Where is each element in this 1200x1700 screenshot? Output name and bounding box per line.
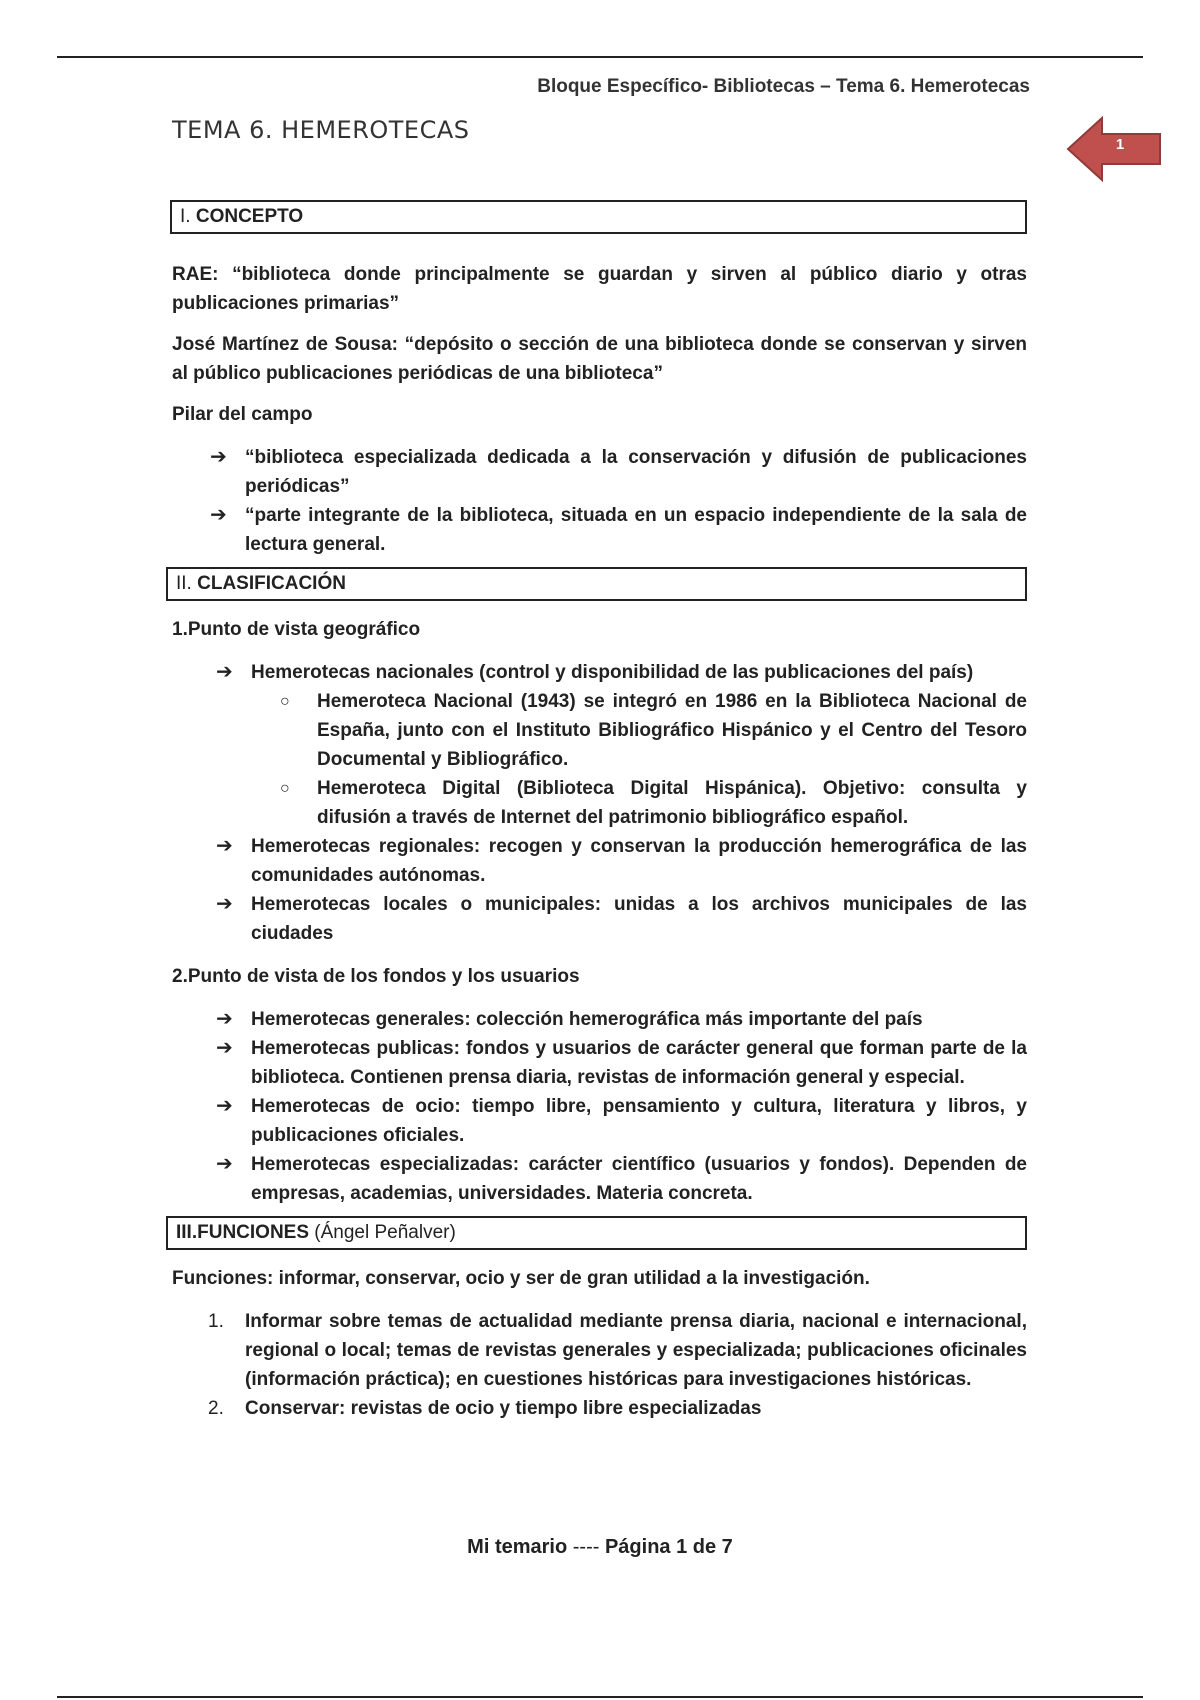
list-item: ➔ Hemerotecas regionales: recogen y conservan la producción hemerográfica de las comunidades autónomas. [172, 832, 1027, 890]
list-item: ➔ “biblioteca especializada dedicada a la conservación y difusión de publicaciones periódicas” [172, 443, 1027, 501]
nacionales-sublist [172, 687, 1027, 832]
document-body [172, 200, 1027, 1423]
pilar-list [172, 443, 1027, 559]
list-item: ➔ Hemerotecas generales: colección hemerográfica más importante del país [172, 1005, 1027, 1034]
section-heading-concepto: I. CONCEPTO [170, 200, 1027, 234]
circle-bullet-icon: ○ [280, 693, 290, 710]
arrow-right-icon: ➔ [216, 1153, 233, 1175]
running-header: Bloque Específico- Bibliotecas – Tema 6. Hemerotecas [537, 76, 1030, 97]
arrow-right-icon: ➔ [216, 1037, 233, 1059]
section-heading-clasificacion: II. CLASIFICACIÓN [166, 567, 1027, 601]
section-heading-funciones: III.FUNCIONES (Ángel Peñalver) [166, 1216, 1027, 1250]
funciones-intro: Funciones: informar, conservar, ocio y ser de gran utilidad a la investigación. [172, 1268, 870, 1289]
list-item: ➔ Hemerotecas publicas: fondos y usuarios de carácter general que forman parte de la biblioteca. Contienen prensa diaria, revistas de información general y especial. [172, 1034, 1027, 1092]
list-item: 1. Informar sobre temas de actualidad mediante prensa diaria, nacional e internacional, regional o local; temas de revistas generales y especializada; publicaciones oficinales (información práctica); en cuestiones históricas para investigaciones históricas. [208, 1311, 1027, 1390]
circle-bullet-icon: ○ [280, 780, 290, 797]
arrow-right-icon: ➔ [216, 1095, 233, 1117]
fondos-list [172, 1005, 1027, 1208]
arrow-right-icon: ➔ [216, 1008, 233, 1030]
list-item: ○ Hemeroteca Digital (Biblioteca Digital Hispánica). Objetivo: consulta y difusión a través de Internet del patrimonio bibliográfico español. [172, 774, 1027, 832]
arrow-right-icon: ➔ [210, 504, 227, 526]
page-title: TEMA 6. HEMEROTECAS [172, 116, 470, 144]
geografico-list-cont [172, 832, 1027, 948]
page-marker-number: 1 [1115, 136, 1125, 153]
martinez-definition: José Martínez de Sousa: “depósito o sección de una biblioteca donde se conservan y sirven al público publicaciones periódicas de una biblioteca” [172, 334, 1027, 384]
list-item: 2. Conservar: revistas de ocio y tiempo libre especializadas [208, 1398, 762, 1419]
page-marker-arrow [1066, 116, 1162, 182]
arrow-right-icon: ➔ [210, 446, 227, 468]
list-item: ○ Hemeroteca Nacional (1943) se integró en 1986 en la Biblioteca Nacional de España, junto con el Instituto Bibliográfico Hispánico y el Centro del Tesoro Documental y Bibliográfico. [172, 687, 1027, 774]
rae-definition: RAE: “biblioteca donde principalmente se guardan y sirven al público diario y otras publicaciones primarias” [172, 264, 1027, 314]
arrow-right-icon: ➔ [216, 661, 233, 683]
geografico-list [172, 658, 1027, 687]
arrow-right-icon: ➔ [216, 893, 233, 915]
list-item: ➔ “parte integrante de la biblioteca, situada en un espacio independiente de la sala de lectura general. [172, 501, 1027, 559]
arrow-right-icon: ➔ [216, 835, 233, 857]
subheading-geografico: 1.Punto de vista geográfico [172, 619, 421, 640]
top-rule [57, 56, 1143, 58]
funciones-list [172, 1307, 1027, 1423]
list-item: ➔ Hemerotecas especializadas: carácter científico (usuarios y fondos). Dependen de empresas, academias, universidades. Materia concreta. [172, 1150, 1027, 1208]
list-item: ➔ Hemerotecas locales o municipales: unidas a los archivos municipales de las ciudades [172, 890, 1027, 948]
subheading-fondos: 2.Punto de vista de los fondos y los usuarios [172, 966, 580, 987]
list-item: ➔ Hemerotecas nacionales (control y disponibilidad de las publicaciones del país) [172, 658, 1027, 687]
pilar-label: Pilar del campo [172, 404, 313, 425]
page-footer: Mi temario ---- Página 1 de 7 [467, 1536, 733, 1558]
list-item: ➔ Hemerotecas de ocio: tiempo libre, pensamiento y cultura, literatura y libros, y publicaciones oficiales. [172, 1092, 1027, 1150]
bottom-rule [57, 1696, 1143, 1698]
